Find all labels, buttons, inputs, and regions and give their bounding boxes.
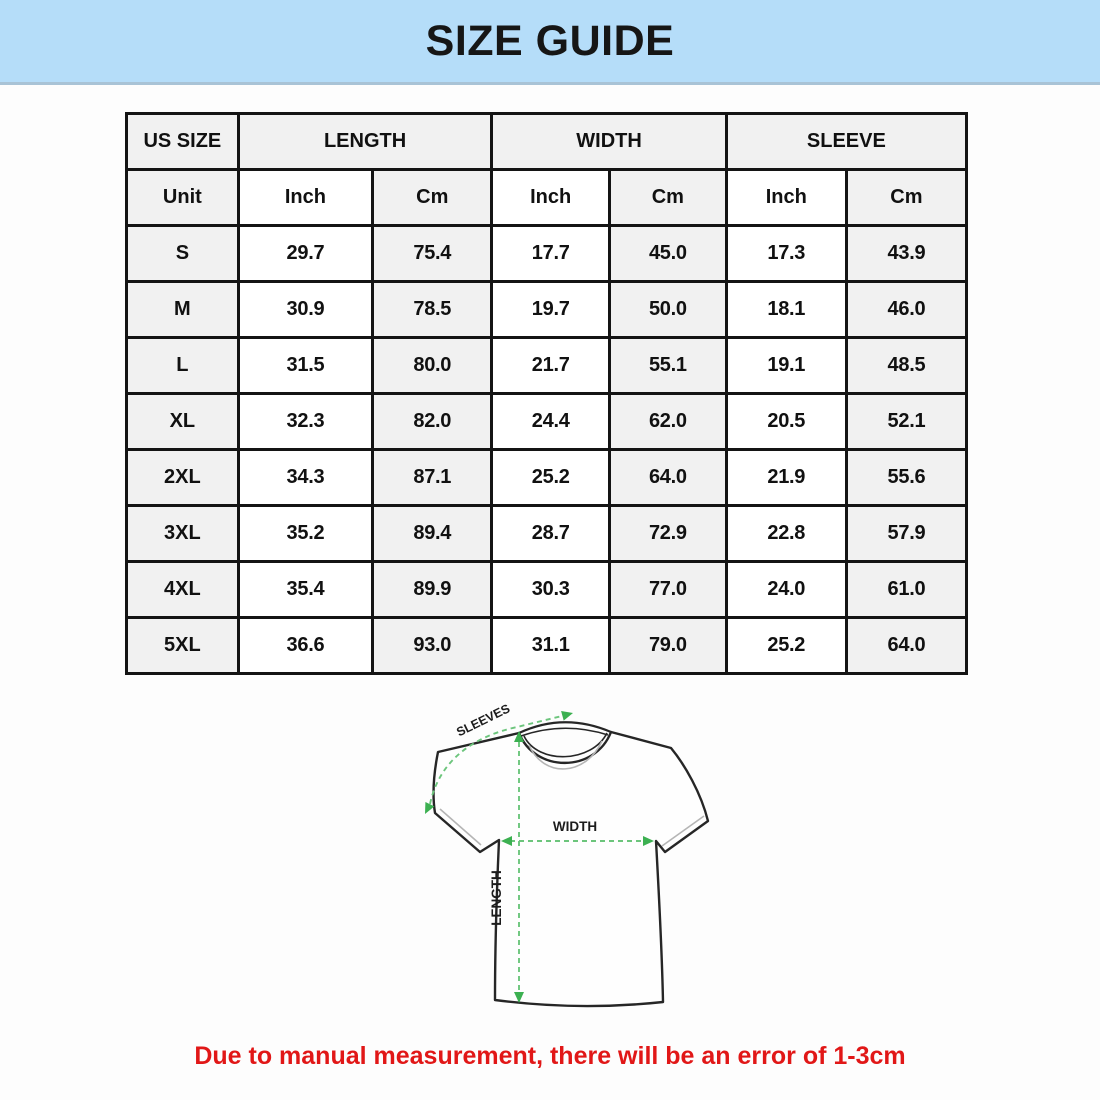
sleeves-label: SLEEVES: [454, 701, 513, 740]
sleeve-cm-cell: 43.9: [846, 226, 966, 282]
width-cm-cell: 62.0: [609, 394, 726, 450]
width-cm-cell: 64.0: [609, 450, 726, 506]
sleeve-cm-cell: 55.6: [846, 450, 966, 506]
length-inch-cell: 32.3: [238, 394, 372, 450]
sleeve-inch-cell: 19.1: [726, 338, 846, 394]
size-row-m: [127, 282, 967, 338]
length-inch-cell: 35.2: [238, 506, 372, 562]
size-cell: L: [127, 338, 239, 394]
sleeve-inch-cell: 22.8: [726, 506, 846, 562]
unit-header: Unit: [127, 170, 239, 226]
width-inch-cell: 30.3: [492, 562, 610, 618]
tshirt-outline: [434, 722, 708, 1006]
size-cell: 4XL: [127, 562, 239, 618]
width-cm-cell: 77.0: [609, 562, 726, 618]
size-chart-table: [125, 112, 968, 675]
length-cm-cell: 93.0: [373, 618, 492, 674]
size-cell: S: [127, 226, 239, 282]
length-cm-header: Cm: [373, 170, 492, 226]
length-label: LENGTH: [489, 870, 504, 926]
width-cm-header: Cm: [609, 170, 726, 226]
sleeve-cm-header: Cm: [846, 170, 966, 226]
measurement-error-note: Due to manual measurement, there will be an error of 1-3cm: [194, 1042, 906, 1070]
width-cm-cell: 72.9: [609, 506, 726, 562]
length-inch-cell: 29.7: [238, 226, 372, 282]
length-cm-cell: 89.4: [373, 506, 492, 562]
width-cm-cell: 79.0: [609, 618, 726, 674]
size-row-4xl: [127, 562, 967, 618]
length-inch-header: Inch: [238, 170, 372, 226]
size-row-2xl: [127, 450, 967, 506]
sleeve-cm-cell: 57.9: [846, 506, 966, 562]
sleeve-inch-cell: 18.1: [726, 282, 846, 338]
unit-header-row: [127, 170, 967, 226]
size-cell: 3XL: [127, 506, 239, 562]
sleeve-cm-cell: 46.0: [846, 282, 966, 338]
length-inch-cell: 36.6: [238, 618, 372, 674]
page-title: SIZE GUIDE: [425, 16, 675, 65]
size-row-s: [127, 226, 967, 282]
size-cell: M: [127, 282, 239, 338]
us-size-header: US SIZE: [127, 114, 239, 170]
width-inch-cell: 21.7: [492, 338, 610, 394]
length-inch-cell: 34.3: [238, 450, 372, 506]
width-cm-cell: 50.0: [609, 282, 726, 338]
size-guide-banner: [0, 0, 1100, 85]
sleeve-cm-cell: 48.5: [846, 338, 966, 394]
length-cm-cell: 75.4: [373, 226, 492, 282]
width-header: WIDTH: [492, 114, 726, 170]
length-cm-cell: 80.0: [373, 338, 492, 394]
width-inch-cell: 19.7: [492, 282, 610, 338]
sleeve-inch-header: Inch: [726, 170, 846, 226]
length-cm-cell: 89.9: [373, 562, 492, 618]
size-cell: XL: [127, 394, 239, 450]
length-inch-cell: 30.9: [238, 282, 372, 338]
size-row-5xl: [127, 618, 967, 674]
width-cm-cell: 55.1: [609, 338, 726, 394]
size-row-xl: [127, 394, 967, 450]
sleeve-inch-cell: 20.5: [726, 394, 846, 450]
length-cm-cell: 78.5: [373, 282, 492, 338]
sleeve-inch-cell: 24.0: [726, 562, 846, 618]
tshirt-measurement-diagram: [413, 700, 715, 1016]
sleeve-cm-cell: 52.1: [846, 394, 966, 450]
column-group-header-row: [127, 114, 967, 170]
width-inch-cell: 24.4: [492, 394, 610, 450]
sleeve-inch-cell: 25.2: [726, 618, 846, 674]
sleeve-cm-cell: 64.0: [846, 618, 966, 674]
length-cm-cell: 82.0: [373, 394, 492, 450]
width-inch-cell: 17.7: [492, 226, 610, 282]
size-row-l: [127, 338, 967, 394]
length-cm-cell: 87.1: [373, 450, 492, 506]
width-inch-header: Inch: [492, 170, 610, 226]
sleeve-cm-cell: 61.0: [846, 562, 966, 618]
size-cell: 5XL: [127, 618, 239, 674]
sleeve-inch-cell: 17.3: [726, 226, 846, 282]
sleeve-header: SLEEVE: [726, 114, 966, 170]
size-cell: 2XL: [127, 450, 239, 506]
width-label: WIDTH: [552, 819, 598, 834]
length-inch-cell: 35.4: [238, 562, 372, 618]
length-header: LENGTH: [238, 114, 492, 170]
length-inch-cell: 31.5: [238, 338, 372, 394]
width-inch-cell: 25.2: [492, 450, 610, 506]
width-cm-cell: 45.0: [609, 226, 726, 282]
width-inch-cell: 31.1: [492, 618, 610, 674]
size-row-3xl: [127, 506, 967, 562]
sleeve-inch-cell: 21.9: [726, 450, 846, 506]
width-inch-cell: 28.7: [492, 506, 610, 562]
